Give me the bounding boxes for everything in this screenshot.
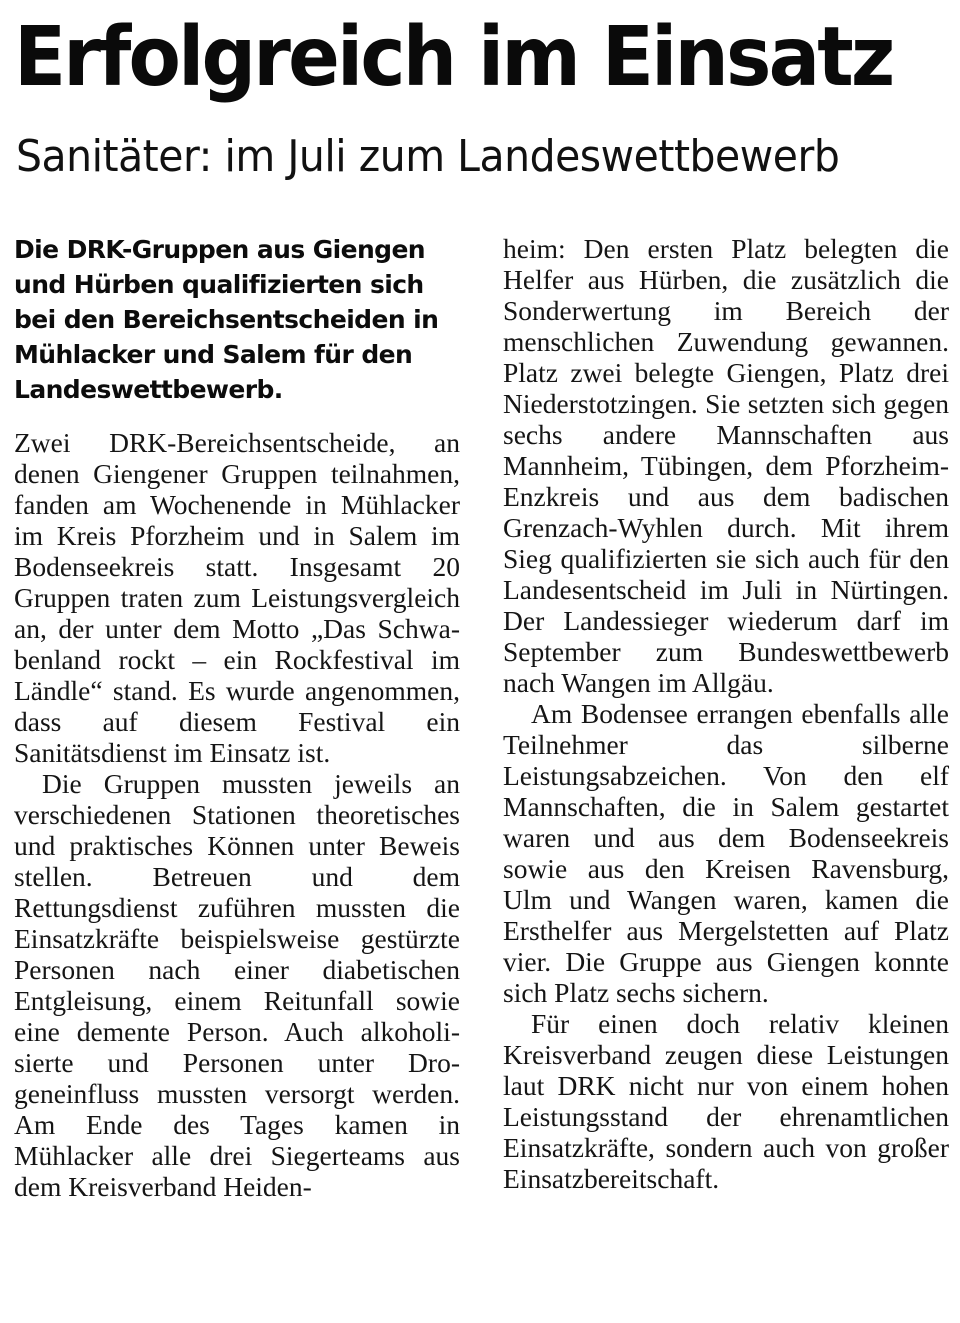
article-headline: Erfolgreich im Einsatz	[14, 10, 893, 105]
article-paragraph-2: Die Gruppen mussten jeweils an verschiedenen Stationen theoretisches und praktisches Können unter Beweis stellen. Betreuen und dem Rettungsdienst zuführen mussten die Einsatzkräfte beispielsweise gestürzte Personen nach einer diabetischen Entgleisung, einem Reitunfall sowie eine demente Person. Auch alkoholisierte und Personen unter Drogeneinfluss mussten versorgt werden. Am Ende des Tages kamen in Mühlacker alle drei Siegerteams aus dem Kreisverband Heiden-	[14, 768, 460, 1202]
article-column-right	[503, 230, 949, 1194]
article-paragraph-5: Für einen doch relativ kleinen Kreisverband zeugen diese Leistungen laut DRK nicht nur von einem hohen Leistungsstand der ehrenamtlichen Einsatzkräfte, sondern auch von großer Einsatzbereitschaft.	[503, 1008, 949, 1194]
article-subheadline: Sanitäter: im Juli zum Landeswettbewerb	[16, 131, 840, 182]
article-paragraph-4: Am Bodensee errangen ebenfalls alle Teilnehmer das silberne Leistungsabzeichen. Von den elf Mannschaften, die in Salem gestartet waren und aus dem Bodenseekreis sowie aus den Kreisen Ravensburg, Ulm und Wangen waren, kamen die Ersthelfer aus Mergelstetten auf Platz vier. Die Gruppe aus Giengen konnte sich Platz sechs sichern.	[503, 698, 949, 1008]
article-lead: Die DRK-Gruppen aus Giengen und Hürben qualifizierten sich bei den Bereichsentscheiden in Mühlacker und Salem für den Landeswettbewerb.	[14, 235, 439, 404]
article-column-left	[14, 230, 460, 1202]
article-paragraph-1: Zwei DRK-Bereichsentscheide, an denen Giengener Gruppen teilnahmen, fanden am Wochenende in Mühlacker im Kreis Pforzheim und in Salem im Bodenseekreis statt. Insgesamt 20 Gruppen traten zum Leistungsvergleich an, der unter dem Motto „Das Schwabenland rockt – ein Rockfestival im Ländle“ stand. Es wurde angenommen, dass auf diesem Festival ein Sanitätsdienst im Einsatz ist.	[14, 427, 460, 768]
article-paragraph-3: heim: Den ersten Platz belegten die Helfer aus Hürben, die zusätzlich die Sonderwertung im Bereich der menschlichen Zuwendung gewannen. Platz zwei belegte Giengen, Platz drei Niederstotzingen. Sie setzten sich gegen sechs andere Mannschaften aus Mannheim, Tübingen, dem Pforzheim-Enzkreis und aus dem badischen Grenzach-Wyhlen durch. Mit ihrem Sieg qualifizierten sie sich auch für den Landesentscheid im Juli in Nürtingen. Der Landessieger wiederum darf im September zum Bundeswettbewerb nach Wangen im Allgäu.	[503, 233, 949, 698]
